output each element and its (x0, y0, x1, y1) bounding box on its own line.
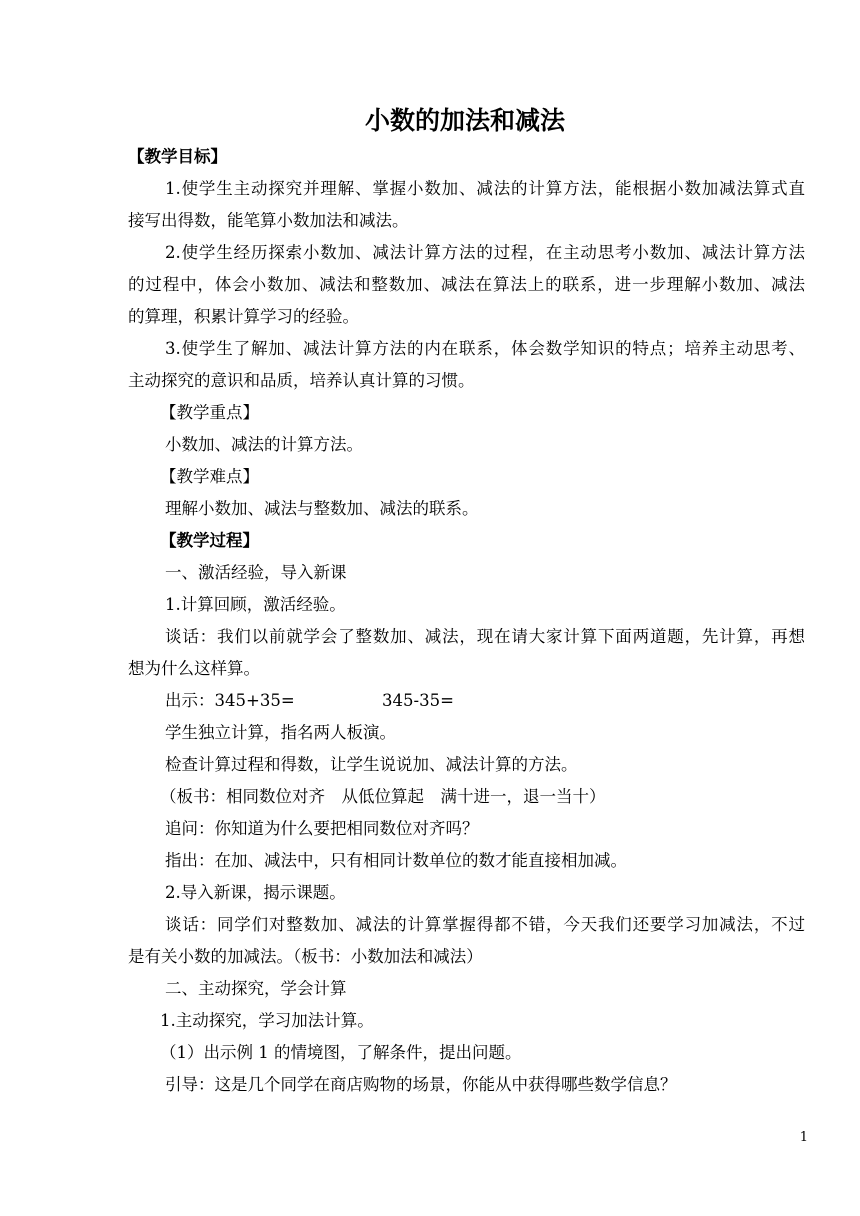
heading-key-points: 【教学重点】 (160, 403, 259, 422)
paragraph-line: 是有关小数的加减法。（板书：小数加法和减法） (128, 947, 483, 966)
paragraph-line: 小数加、减法的计算方法。 (165, 435, 363, 454)
paragraph-line: 2.导入新课，揭示课题。 (165, 883, 346, 902)
paragraph-line: 追问：你知道为什么要把相同数位对齐吗？ (165, 819, 479, 838)
paragraph-line: 想为什么这样算。 (128, 659, 260, 678)
heading-teaching-goals: 【教学目标】 (128, 147, 227, 166)
paragraph-line: （1）出示例 1 的情境图，了解条件，提出问题。 (160, 1043, 522, 1062)
paragraph-line: 1.计算回顾，激活经验。 (165, 595, 346, 614)
paragraph-line: （板书：相同数位对齐 从低位算起 满十进一，退一当十） (160, 787, 606, 806)
page-number: 1 (799, 1130, 808, 1145)
paragraph-line: 理解小数加、减法与整数加、减法的联系。 (165, 499, 479, 518)
paragraph-line: 主动探究的意识和品质，培养认真计算的习惯。 (128, 371, 475, 390)
paragraph-line: 2.使学生经历探索小数加、减法计算方法的过程，在主动思考小数加、减法计算方法 (165, 243, 805, 262)
document-title: 小数的加法和减法 (364, 106, 565, 135)
section-heading: 一、激活经验，导入新课 (165, 563, 347, 582)
paragraph-line: 345-35= (382, 691, 454, 710)
paragraph-line: 3.使学生了解加、减法计算方法的内在联系，体会数学知识的特点；培养主动思考、 (165, 339, 805, 358)
paragraph-line: 1.主动探究，学习加法计算。 (160, 1011, 374, 1030)
paragraph-line: 检查计算过程和得数，让学生说说加、减法计算的方法。 (165, 755, 578, 774)
paragraph-line: 谈话：同学们对整数加、减法的计算掌握得都不错，今天我们还要学习加减法，不过 (165, 915, 805, 934)
paragraph-line: 学生独立计算，指名两人板演。 (165, 723, 396, 742)
heading-teaching-process: 【教学过程】 (160, 531, 259, 550)
heading-difficulties: 【教学难点】 (160, 467, 259, 486)
paragraph-line: 1.使学生主动探究并理解、掌握小数加、减法的计算方法，能根据小数加减法算式直 (165, 179, 805, 198)
paragraph-line: 引导：这是几个同学在商店购物的场景，你能从中获得哪些数学信息？ (165, 1075, 677, 1094)
paragraph-line: 谈话：我们以前就学会了整数加、减法，现在请大家计算下面两道题，先计算，再想 (165, 627, 805, 646)
paragraph-line: 接写出得数，能笔算小数加法和减法。 (128, 211, 409, 230)
paragraph-line: 指出：在加、减法中，只有相同计数单位的数才能直接相加减。 (165, 851, 627, 870)
paragraph-line: 的过程中，体会小数加、减法和整数加、减法在算法上的联系，进一步理解小数加、减法 (128, 275, 805, 294)
section-heading: 二、主动探究，学会计算 (165, 979, 347, 998)
paragraph-line: 出示：345+35= (165, 691, 295, 710)
paragraph-line: 的算理，积累计算学习的经验。 (128, 307, 359, 326)
